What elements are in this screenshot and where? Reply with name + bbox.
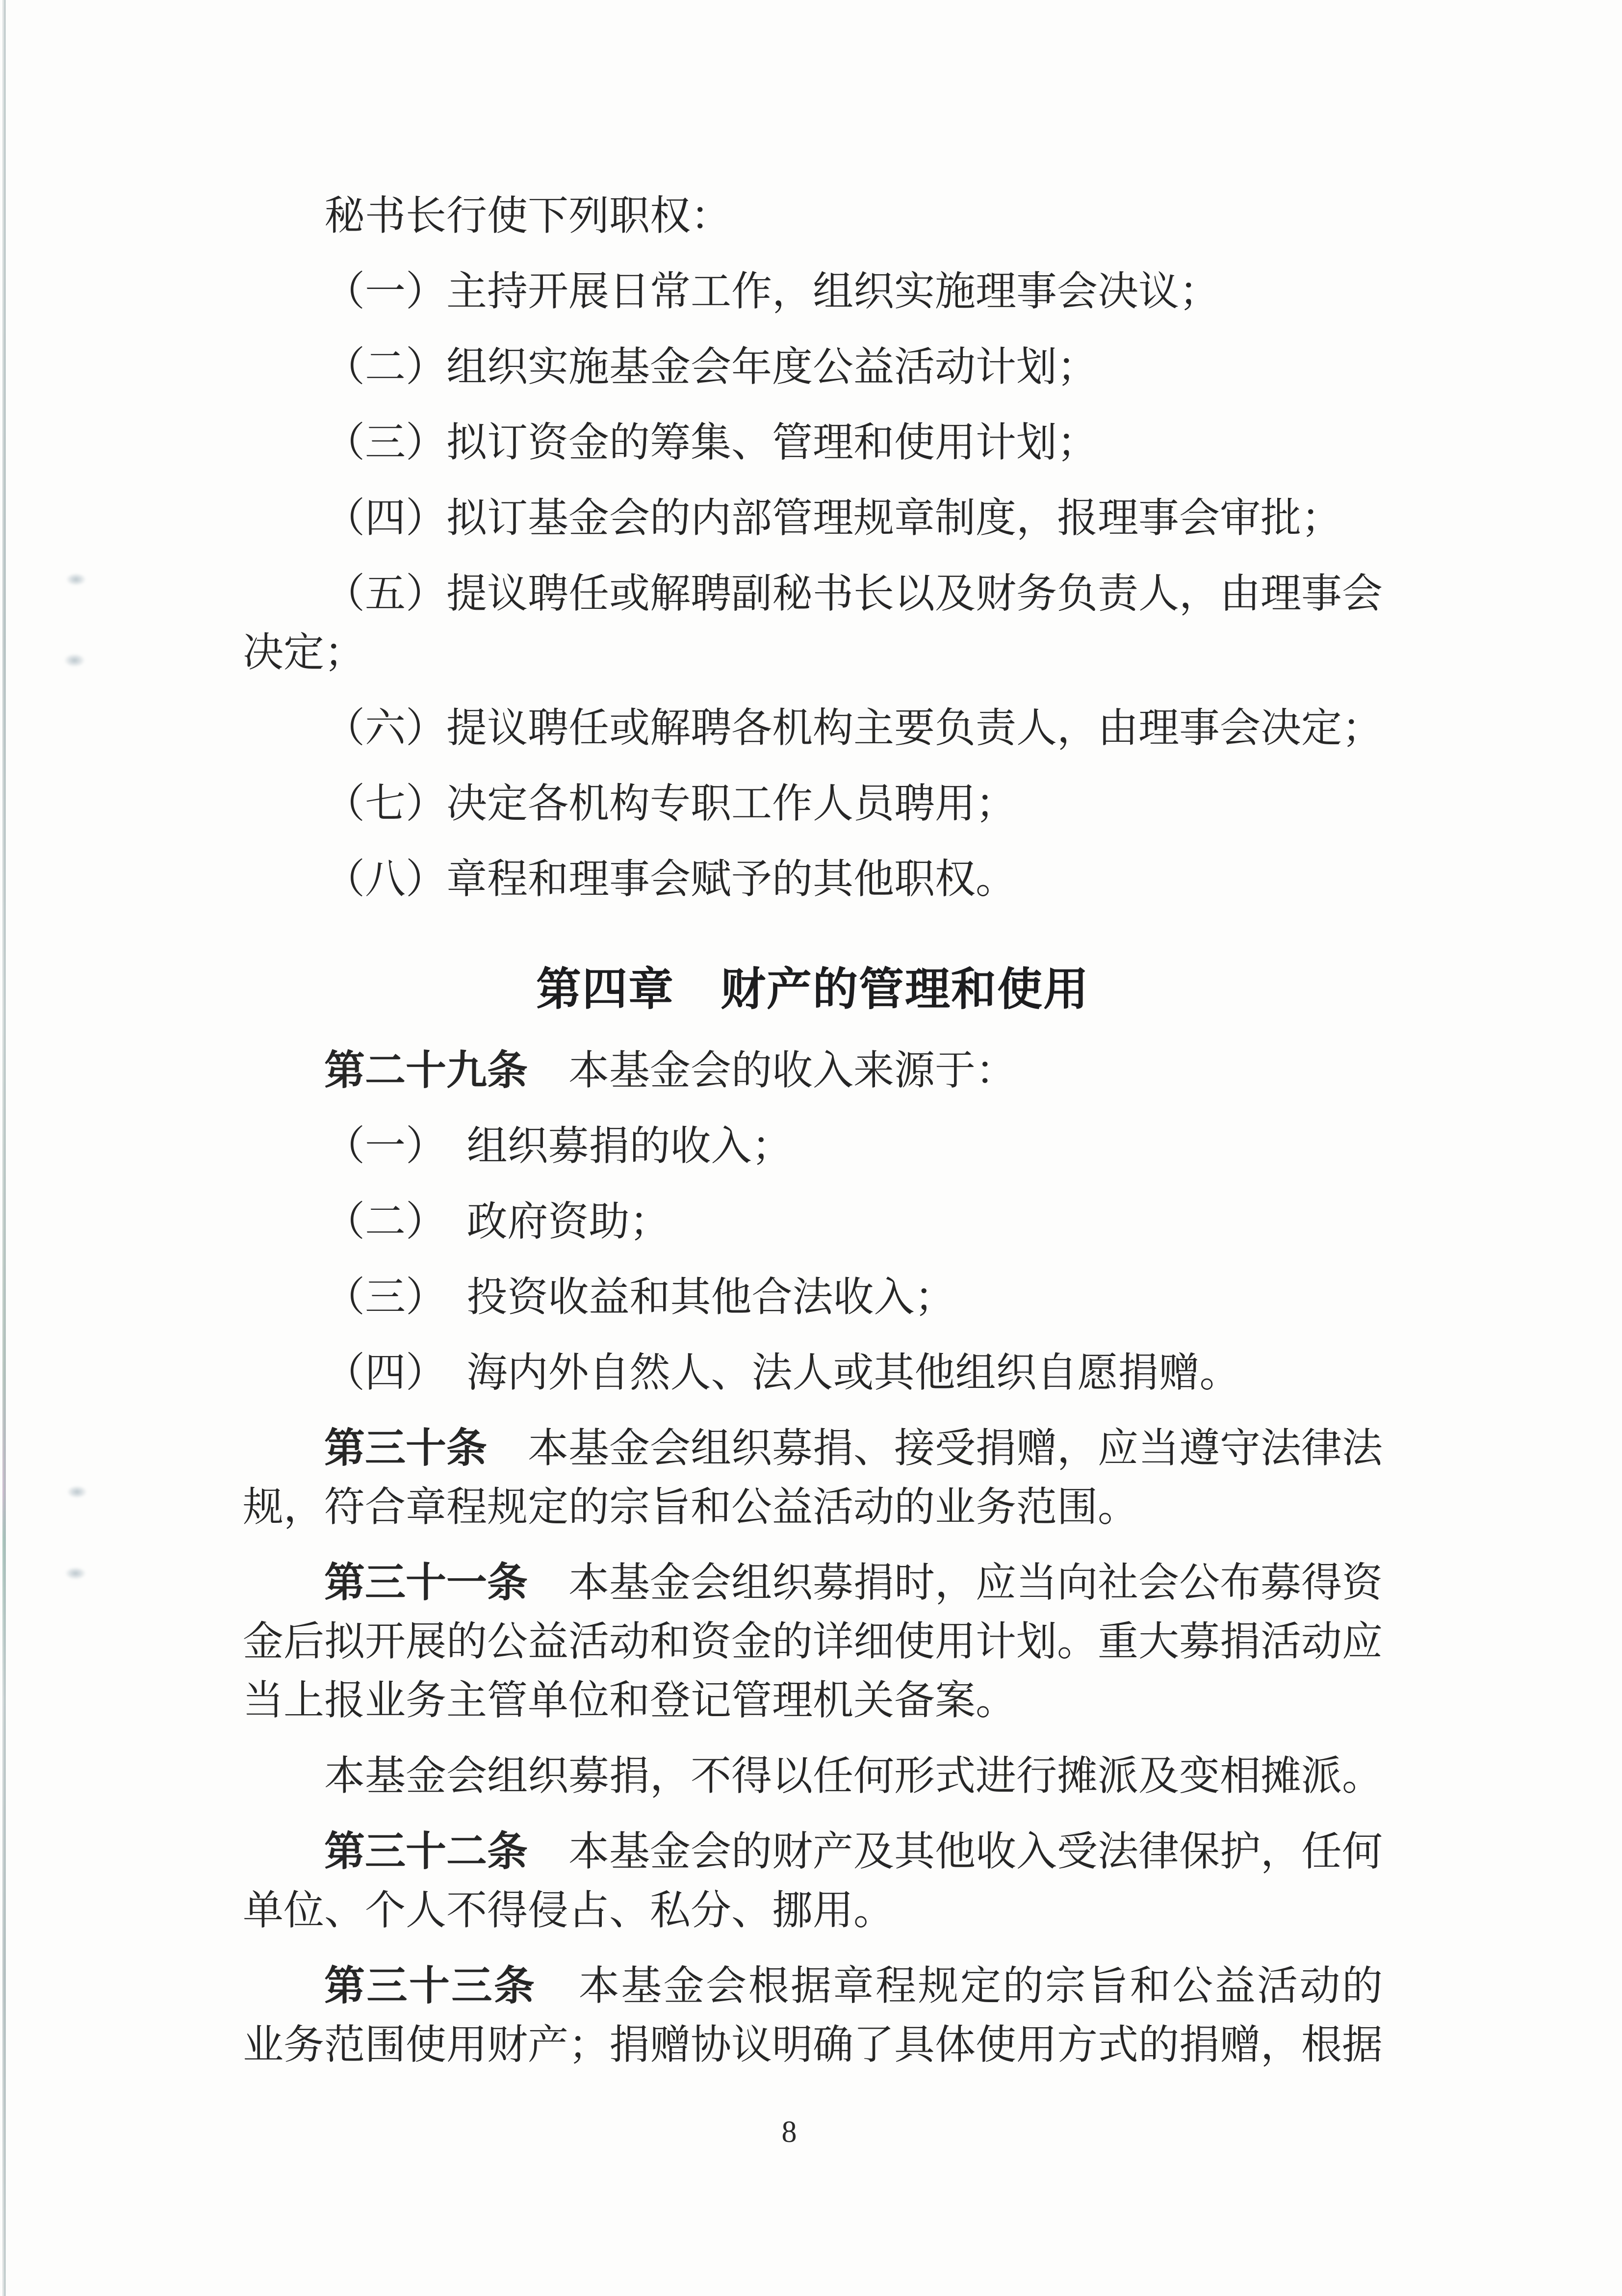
article-text: 本基金会的财产及其他收入受法律保护，任何: [528, 1829, 1383, 1874]
scan-smudge: [66, 573, 86, 586]
list-item-4: [243, 489, 1383, 548]
text-line: 决定；: [243, 630, 365, 675]
text-line: 本基金会组织募捐，不得以任何形式进行摊派及变相摊派。: [324, 1753, 1383, 1799]
article-30: [243, 1419, 1383, 1537]
text-line: 秘书长行使下列职权：: [324, 193, 731, 238]
text-line: （五）提议聘任或解聘副秘书长以及财务负责人，由理事会: [324, 571, 1383, 616]
text-line: （一）主持开展日常工作，组织实施理事会决议；: [324, 269, 1220, 314]
text-line: [243, 1553, 1383, 1612]
article-number: 第三十条: [324, 1426, 487, 1471]
page-number: 8: [781, 2115, 797, 2149]
article-text: 本基金会组织募捐时，应当向社会公布募得资: [528, 1560, 1383, 1605]
text-line: （一） 组织募捐的收入；: [324, 1123, 793, 1169]
article-number: 第二十九条: [324, 1048, 528, 1093]
article-number: 第三十二条: [324, 1829, 528, 1874]
list-item-2: [243, 338, 1383, 396]
list-item-7: [243, 774, 1383, 833]
text-line: [243, 1957, 1383, 2015]
income-item-4: [243, 1343, 1383, 1402]
scanner-edge-line-core: [4, 0, 5, 2296]
list-item-8: [243, 850, 1383, 909]
text-line: 当上报业务主管单位和登记管理机关备案。: [243, 1678, 1016, 1723]
scan-smudge: [65, 1567, 86, 1580]
list-item-3: [243, 413, 1383, 472]
scan-smudge: [64, 653, 85, 667]
text-line: [243, 1041, 1383, 1100]
article-33: [243, 1957, 1383, 2074]
paragraph-no-apportion: [243, 1747, 1383, 1805]
article-text: 本基金会的收入来源于：: [528, 1048, 1016, 1093]
article-31: [243, 1553, 1383, 1730]
text-line: （三） 投资收益和其他合法收入；: [324, 1275, 955, 1320]
list-item-6: [243, 699, 1383, 757]
article-32: [243, 1822, 1383, 1940]
text-line: 单位、个人不得侵占、私分、挪用。: [243, 1888, 894, 1933]
text-line: 业务范围使用财产；捐赠协议明确了具体使用方式的捐赠，根据: [243, 2022, 1383, 2067]
income-item-1: [243, 1117, 1383, 1175]
article-29: [243, 1041, 1383, 1100]
article-number: 第三十一条: [324, 1560, 528, 1605]
text-line: [243, 1419, 1383, 1478]
text-line: [243, 1822, 1383, 1881]
list-item-5: [243, 564, 1383, 682]
text-line: （四）拟订基金会的内部管理规章制度，报理事会审批；: [324, 496, 1342, 541]
chapter-heading: 第四章 财产的管理和使用: [536, 965, 1089, 1015]
article-text: 本基金会根据章程规定的宗旨和公益活动的: [536, 1963, 1383, 2009]
text-line: （八）章程和理事会赋予的其他职权。: [324, 857, 1016, 902]
paragraph-secretary-powers-intro: [243, 186, 1383, 245]
scan-smudge: [67, 1486, 87, 1498]
text-line: （二）组织实施基金会年度公益活动计划；: [324, 344, 1098, 390]
text-line: （六）提议聘任或解聘各机构主要负责人，由理事会决定；: [324, 705, 1383, 751]
text-line: 金后拟开展的公益活动和资金的详细使用计划。重大募捐活动应: [243, 1619, 1383, 1664]
article-number: 第三十三条: [324, 1963, 537, 2009]
article-text: 本基金会组织募捐、接受捐赠，应当遵守法律法: [487, 1426, 1383, 1471]
text-line: （四） 海内外自然人、法人或其他组织自愿捐赠。: [324, 1350, 1240, 1395]
income-item-3: [243, 1268, 1383, 1327]
text-line: 规，符合章程规定的宗旨和公益活动的业务范围。: [243, 1485, 1138, 1530]
text-line: （三）拟订资金的筹集、管理和使用计划；: [324, 420, 1098, 465]
text-line: （七）决定各机构专职工作人员聘用；: [324, 781, 1016, 826]
list-item-1: [243, 262, 1383, 321]
document-body: [243, 186, 1383, 2091]
text-line: （二） 政府资助；: [324, 1199, 670, 1244]
income-item-2: [243, 1192, 1383, 1251]
